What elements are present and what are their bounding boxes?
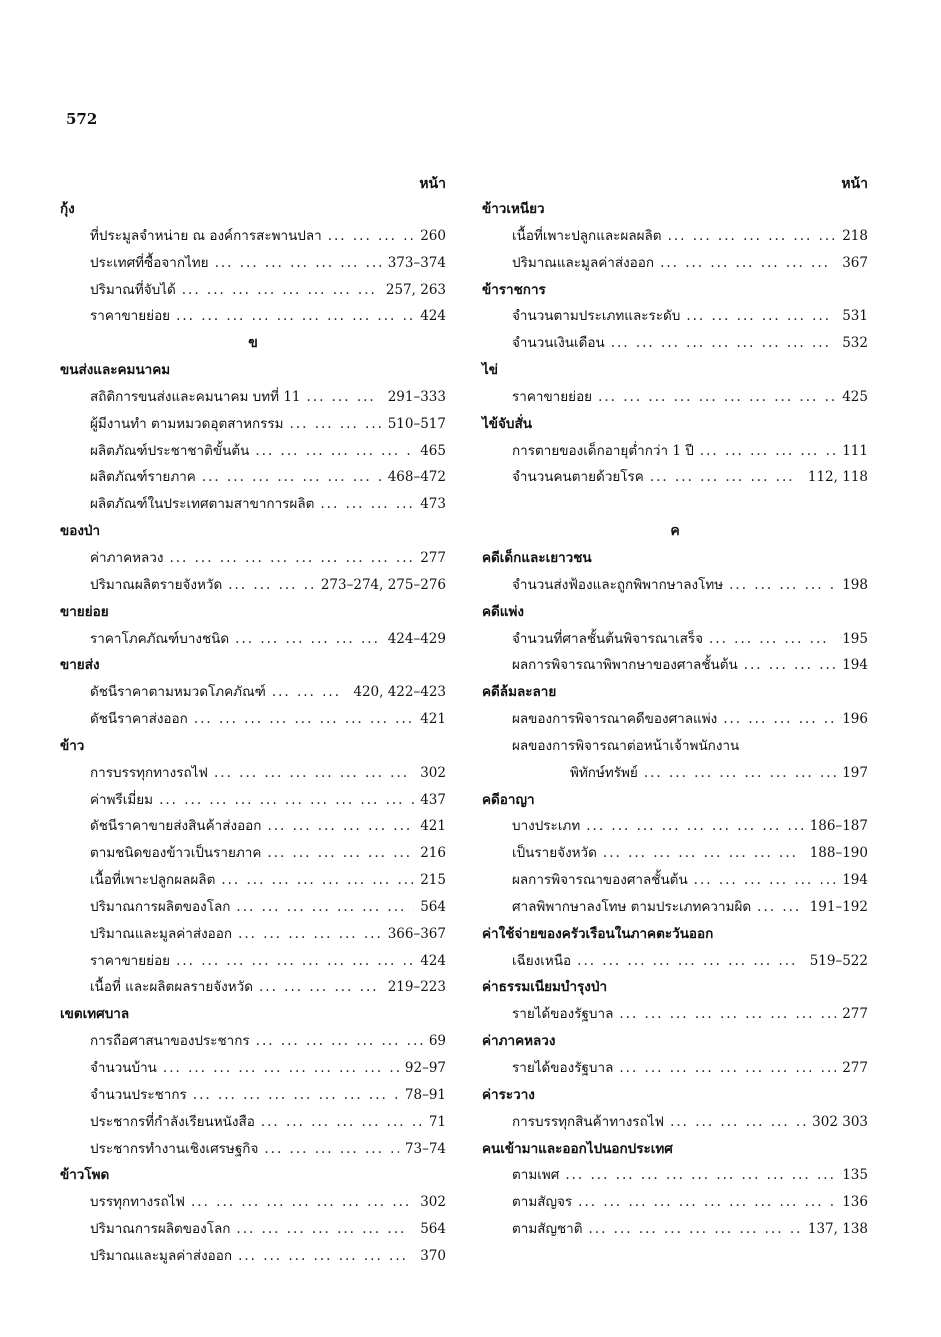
leader-dots [267,840,414,867]
page-reference: 367 [842,254,868,271]
page-reference: 135 [842,1167,868,1184]
entry-label: ดัชนีราคาตามหมวดโภคภัณฑ์ [90,684,266,701]
index-entry [60,464,446,491]
index-heading [482,974,868,1001]
entry-label: ผู้มีงานทำ ตามหมวดอุตสาหกรรม [90,415,284,432]
entry-label: ตามสัญชาติ [512,1221,583,1238]
leader-dots [723,706,836,733]
entry-label: การตายของเด็กอายุต่ำกว่า 1 ปี [512,442,694,459]
page-reference: 277 [420,549,446,566]
leader-dots [264,1136,399,1163]
page-reference: 302 [420,1194,446,1211]
leader-dots [235,626,382,653]
index-entry [482,867,868,894]
page-reference: 437 [420,791,446,808]
page-reference: 196 [842,711,868,728]
leader-dots [589,1216,802,1243]
page-reference: 260 [420,227,446,244]
entry-label: ขายย่อย [60,603,109,620]
entry-label: จำนวนเงินเดือน [512,335,605,352]
page-reference: 78–91 [404,1086,446,1103]
page-reference: 273–274, 275–276 [320,576,446,593]
page-reference: 218 [842,227,868,244]
index-entry [60,572,446,599]
index-entry [482,1162,868,1189]
index-heading [482,277,868,304]
leader-dots [603,840,804,867]
index-entry [60,840,446,867]
index-entry [482,464,868,491]
index-entry-continuation [482,760,868,787]
page-reference: 215 [420,872,446,889]
index-entry [60,813,446,840]
index-entry [482,384,868,411]
entry-label: ขนส่งและคมนาคม [60,362,171,379]
index-entry [482,572,868,599]
page-reference: 532 [842,335,868,352]
page-column-header: หน้า [419,176,446,192]
entry-label: ผลการพิจารณาของศาลชั้นต้น [512,872,688,889]
entry-label: คดีแพ่ง [482,603,524,620]
page-reference: 197 [842,764,868,781]
entry-label: ค่าระวาง [482,1086,535,1103]
index-heading [482,196,868,223]
leader-dots [259,974,382,1001]
entry-label: ราคาขายย่อย [90,308,171,325]
leader-dots [236,894,414,921]
index-heading [60,518,446,545]
leader-dots [320,491,414,518]
page-reference: 186–187 [809,818,868,835]
entry-label: รายได้ของรัฐบาล [512,1060,614,1076]
leader-dots [238,1243,414,1270]
leader-dots [700,438,836,465]
page-reference: 191–192 [809,898,868,915]
entry-label: ค่าภาคหลวง [482,1033,556,1050]
entry-label: บางประเภท [512,818,581,835]
index-column-right [482,172,868,1243]
page-reference: 468–472 [387,469,446,486]
leader-dots [267,813,414,840]
entry-label: คดีล้มละลาย [482,684,557,701]
index-entry [482,1216,868,1243]
index-heading [482,411,868,438]
index-entry [482,250,868,277]
entry-label: สถิติการขนส่งและคมนาคม บทที่ 11 [90,388,301,405]
page-reference: 421 [420,818,446,835]
index-entry [60,411,446,438]
page-reference: 277 [842,1060,868,1076]
index-entry [60,223,446,250]
entry-label: กุ้ง [60,201,75,217]
index-heading [60,357,446,384]
index-entry [60,1216,446,1243]
entry-label: จำนวนประชากร [90,1086,187,1103]
entry-label: การบรรทุกสินค้าทางรถไฟ [512,1113,665,1130]
entry-label: ค่าพรีเมี่ยม [90,791,154,808]
page-reference: 73–74 [404,1140,446,1157]
leader-dots [670,1109,806,1136]
leader-dots [182,277,380,304]
entry-label: ผลิตภัณฑ์ในประเทศตามสาขาการผลิต [90,496,315,513]
index-entry [60,679,446,706]
index-entry [482,706,868,733]
entry-label: เนื้อที่ และผลิตผลรายจังหวัด [90,979,253,996]
entry-label: จำนวนคนตายด้วยโรค [512,469,644,486]
page-reference: 302 [420,764,446,781]
entry-label: การถือศาสนาของประชากร [90,1033,250,1050]
leader-dots [194,706,414,733]
index-entry [482,626,868,653]
page-reference: 424 [420,308,446,325]
page-reference: 188–190 [809,845,868,862]
entry-label: ข้าวเหนียว [482,201,545,217]
entry-label: พิทักษ์ทรัพย์ [570,764,638,781]
entry-label: รายได้ของรัฐบาล [512,1006,614,1023]
leader-dots [328,223,415,250]
entry-label: คดีอาญา [482,791,535,808]
index-entry [60,1028,446,1055]
page-reference: 366–367 [387,925,446,942]
index-entry [482,303,868,330]
section-letter-text: ค [670,523,680,540]
page-reference: 424 [420,952,446,969]
entry-label: ปริมาณการผลิตของโลก [90,898,231,915]
index-entry [482,894,868,921]
leader-dots [744,652,837,679]
index-entry [60,974,446,1001]
entry-label: ปริมาณและมูลค่าส่งออก [90,925,233,942]
leader-dots [729,572,836,599]
index-heading [60,1162,446,1189]
index-entry [60,545,446,572]
index-entry [482,733,868,760]
index-heading [482,679,868,706]
leader-dots [586,813,803,840]
entry-label: ตามสัญจร [512,1194,573,1211]
index-heading [482,545,868,572]
index-entry [60,1109,446,1136]
entry-label: จำนวนที่ศาลชั้นต้นพิจารณาเสร็จ [512,630,703,647]
leader-dots [650,464,802,491]
entry-label: เขตเทศบาล [60,1006,130,1023]
index-entry [60,277,446,304]
page-reference: 137, 138 [807,1221,868,1238]
leader-dots [694,867,837,894]
page-reference: 564 [420,898,446,915]
leader-dots [307,384,382,411]
leader-dots [191,1189,414,1216]
entry-label: ศาลพิพากษาลงโทษ ตามประเภทความผิด [512,898,752,915]
entry-label: ดัชนีราคาขายส่งสินค้าส่งออก [90,818,262,835]
page-reference: 465 [420,442,446,459]
entry-label: ปริมาณการผลิตของโลก [90,1221,231,1238]
page-reference: 112, 118 [807,469,868,486]
index-entry [482,223,868,250]
index-heading [482,1028,868,1055]
page-reference: 257, 263 [385,281,446,298]
index-entry [60,1189,446,1216]
leader-dots [228,572,315,599]
index-entry [60,894,446,921]
entry-label: คนเข้ามาและออกไปนอกประเทศ [482,1140,673,1157]
page-reference: 531 [842,308,868,325]
entry-label: ตามเพศ [512,1167,560,1184]
leader-dots [644,760,836,787]
index-entry [60,438,446,465]
entry-label: ข้าวโพด [60,1167,110,1184]
index-entry [482,840,868,867]
section-letter [60,330,446,357]
page-reference: 277 [842,1006,868,1023]
page-reference: 216 [420,845,446,862]
index-entry [482,330,868,357]
index-heading [482,921,868,948]
index-entry [482,652,868,679]
index-entry [60,1082,446,1109]
leader-dots [619,1001,836,1028]
entry-label: คดีเด็กและเยาวชน [482,549,592,566]
index-entry [60,948,446,975]
leader-dots [272,679,348,706]
page-reference: 424–429 [387,630,446,647]
index-entries [482,196,868,1243]
page-reference: 291–333 [387,388,446,405]
leader-dots [660,250,836,277]
leader-dots [290,411,382,438]
entry-label: เนื้อที่เพาะปลูกผลผลิต [90,872,216,889]
index-entry [60,1136,446,1163]
index-entry [60,760,446,787]
entry-label: ปริมาณและมูลค่าส่งออก [90,1247,233,1264]
entry-label: ผลิตภัณฑ์รายภาค [90,469,196,486]
leader-dots [221,867,414,894]
entry-label: ผลการพิจารณาพิพากษาของศาลชั้นต้น [512,657,738,674]
entry-label: ตามชนิดของข้าวเป็นรายภาค [90,845,262,862]
index-entry [60,250,446,277]
page-number: 572 [66,110,98,128]
index-heading [482,1136,868,1163]
entry-label: ปริมาณผลิตรายจังหวัด [90,576,223,593]
leader-dots [578,1189,836,1216]
leader-dots [169,545,414,572]
leader-dots [215,250,382,277]
leader-dots [163,1055,399,1082]
entry-label: เป็นรายจังหวัด [512,845,597,862]
leader-dots [757,894,804,921]
index-entry [482,1109,868,1136]
entry-label: ผลของการพิจารณาคดีของศาลแพ่ง [512,711,718,728]
index-heading [482,787,868,814]
entry-label: เนื้อที่เพาะปลูกและผลผลิต [512,227,662,244]
index-entry [60,491,446,518]
entry-label: จำนวนตามประเภทและระดับ [512,308,681,325]
index-heading [60,652,446,679]
leader-dots [238,921,382,948]
page-reference: 519–522 [809,952,868,969]
index-entry [482,1189,868,1216]
entry-label: ปริมาณและมูลค่าส่งออก [512,254,655,271]
index-heading [482,599,868,626]
index-entry [482,948,868,975]
page-reference: 420, 422–423 [353,684,446,701]
leader-dots [611,330,837,357]
entry-label: ผลของการพิจารณาต่อหน้าเจ้าพนักงาน [512,737,740,754]
entry-label: ของป่า [60,523,101,540]
leader-dots [668,223,837,250]
entry-label: ดัชนีราคาส่งออก [90,711,188,728]
entry-label: จำนวนส่งฟ้องและถูกพิพากษาลงโทษ [512,576,724,593]
page-reference: 373–374 [387,254,446,271]
entry-label: จำนวนบ้าน [90,1060,157,1076]
leader-dots [159,787,414,814]
index-entry [60,867,446,894]
index-entry [482,438,868,465]
leader-dots [193,1082,399,1109]
entry-label: ปริมาณที่จับได้ [90,281,176,298]
index-entry [60,626,446,653]
index-entry [60,706,446,733]
index-entry [482,813,868,840]
page-reference: 370 [420,1247,446,1264]
index-heading [60,1001,446,1028]
entry-label: ประเทศที่ซื้อจากไทย [90,254,209,271]
entry-label: เฉียงเหนือ [512,952,572,969]
index-heading [482,1082,868,1109]
index-entry [60,921,446,948]
page-reference: 136 [842,1194,868,1211]
entry-label: ราคาขายย่อย [90,952,171,969]
page-reference: 111 [842,442,868,459]
index-entry [60,787,446,814]
leader-dots [214,760,414,787]
page-reference: 194 [842,872,868,889]
entry-label: ขายส่ง [60,657,100,674]
index-entry [60,1055,446,1082]
leader-dots [255,438,414,465]
page-reference: 564 [420,1221,446,1238]
entry-label: ไข้จับสั่น [482,415,532,432]
page-reference: 195 [842,630,868,647]
index-heading [482,357,868,384]
entry-label: ข้าราชการ [482,281,546,298]
page-reference: 219–223 [387,979,446,996]
entry-label: ประชากรทำงานเชิงเศรษฐกิจ [90,1140,259,1157]
index-entry [60,303,446,330]
index-entries [60,196,446,1270]
index-entry [60,384,446,411]
entry-label: ข้าว [60,737,85,754]
entry-label: ประชากรที่กำลังเรียนหนังสือ [90,1113,255,1130]
page-reference: 92–97 [404,1060,446,1076]
section-letter-text: ข [248,335,258,352]
page-column-header: หน้า [841,176,868,192]
leader-dots [236,1216,414,1243]
index-entry [482,1055,868,1082]
page-reference: 425 [842,388,868,405]
entry-label: ค่าใช้จ่ายของครัวเรือนในภาคตะวันออก [482,925,714,942]
leader-dots [176,948,414,975]
leader-dots [686,303,836,330]
entry-label: ผลิตภัณฑ์ประชาชาติขั้นต้น [90,442,250,459]
leader-dots [202,464,382,491]
leader-dots [261,1109,423,1136]
entry-label: บรรทุกทางรถไฟ [90,1194,185,1211]
entry-label: ราคาโภคภัณฑ์บางชนิด [90,630,230,647]
page-reference: 69 [428,1033,446,1050]
blank-line [482,491,868,518]
page-reference: 198 [842,576,868,593]
page-reference: 71 [428,1113,446,1130]
index-heading [60,733,446,760]
entry-label: ค่าภาคหลวง [90,549,164,566]
leader-dots [709,626,836,653]
index-entry [60,1243,446,1270]
page-reference: 302 303 [812,1113,868,1130]
entry-label: ราคาขายย่อย [512,388,593,405]
leader-dots [256,1028,423,1055]
page-reference: 421 [420,711,446,728]
leader-dots [565,1162,836,1189]
leader-dots [577,948,804,975]
page-reference: 194 [842,657,868,674]
entry-label: ไข่ [482,362,499,379]
entry-label: ค่าธรรมเนียมบำรุงป่า [482,979,608,996]
leader-dots [176,303,414,330]
page-reference: 473 [420,496,446,513]
entry-label: การบรรทุกทางรถไฟ [90,764,208,781]
index-heading [60,196,446,223]
index-entry [482,1001,868,1028]
index-column-left [60,172,446,1270]
section-letter [482,518,868,545]
leader-dots [598,384,836,411]
leader-dots [619,1055,836,1082]
entry-label: ที่ประมูลจำหน่าย ณ องค์การสะพานปลา [90,227,322,244]
index-heading [60,599,446,626]
page-reference: 510–517 [387,415,446,432]
